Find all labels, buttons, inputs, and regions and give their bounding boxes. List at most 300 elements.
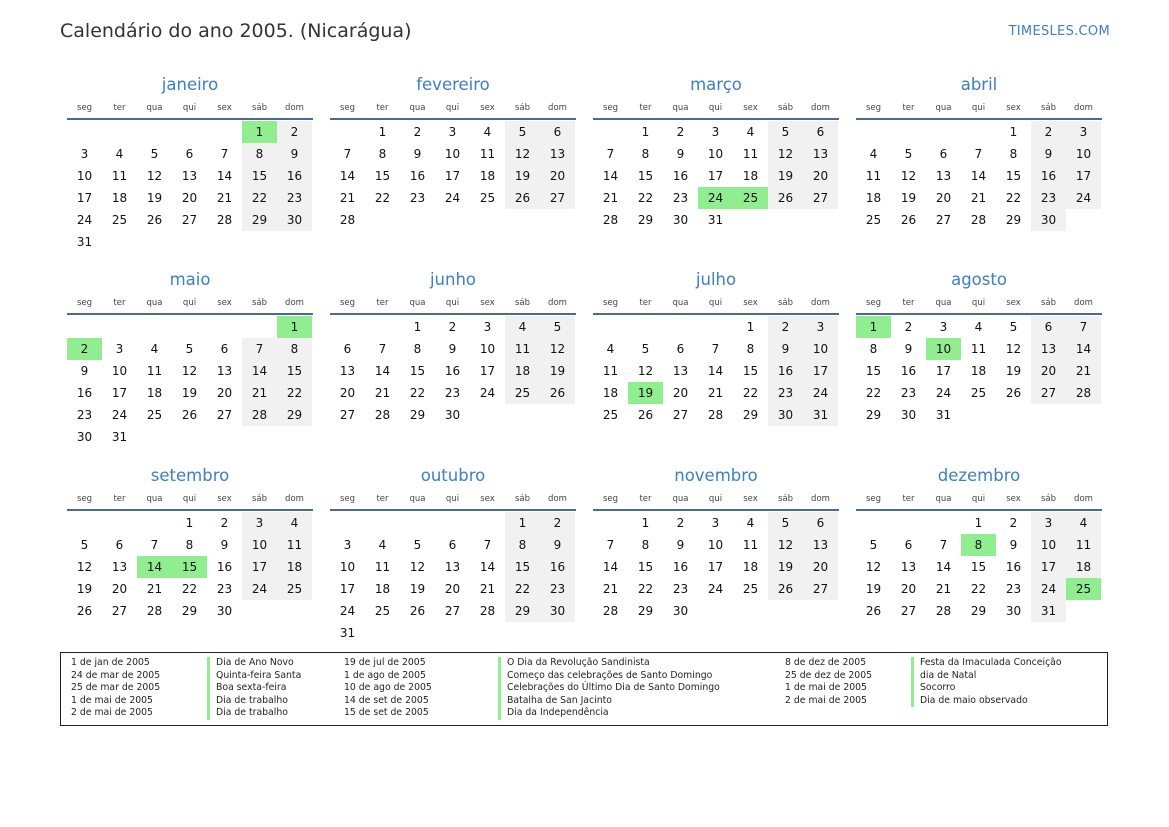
day-cell[interactable]: 19 bbox=[181, 386, 198, 400]
day-cell[interactable]: 26 bbox=[1005, 386, 1022, 400]
day-cell[interactable]: 8 bbox=[505, 534, 540, 556]
day-cell[interactable]: 1 bbox=[505, 512, 540, 534]
day-cell[interactable]: 22 bbox=[181, 582, 198, 596]
day-cell[interactable]: 26 bbox=[181, 408, 198, 422]
day-cell[interactable]: 17 bbox=[479, 364, 496, 378]
holiday-day-cell[interactable]: 8 bbox=[961, 534, 996, 556]
day-cell[interactable]: 29 bbox=[970, 604, 987, 618]
day-cell[interactable]: 2 bbox=[540, 512, 575, 534]
day-cell[interactable]: 26 bbox=[409, 604, 426, 618]
day-cell[interactable]: 28 bbox=[707, 408, 724, 422]
day-cell[interactable]: 24 bbox=[1031, 578, 1066, 600]
day-cell[interactable]: 4 bbox=[115, 147, 124, 161]
day-cell[interactable]: 10 bbox=[242, 534, 277, 556]
day-cell[interactable]: 13 bbox=[216, 364, 233, 378]
day-cell[interactable]: 19 bbox=[768, 556, 803, 578]
day-cell[interactable]: 15 bbox=[1005, 169, 1022, 183]
day-cell[interactable]: 4 bbox=[1066, 512, 1101, 534]
day-cell[interactable]: 16 bbox=[672, 560, 689, 574]
day-cell[interactable]: 9 bbox=[448, 342, 457, 356]
day-cell[interactable]: 29 bbox=[1005, 213, 1022, 227]
day-cell[interactable]: 26 bbox=[637, 408, 654, 422]
day-cell[interactable]: 11 bbox=[374, 560, 391, 574]
day-cell[interactable]: 29 bbox=[865, 408, 882, 422]
day-cell[interactable]: 8 bbox=[378, 147, 387, 161]
day-cell[interactable]: 10 bbox=[111, 364, 128, 378]
day-cell[interactable]: 24 bbox=[479, 386, 496, 400]
day-cell[interactable]: 18 bbox=[479, 169, 496, 183]
day-cell[interactable]: 11 bbox=[865, 169, 882, 183]
day-cell[interactable]: 24 bbox=[339, 604, 356, 618]
day-cell[interactable]: 19 bbox=[1005, 364, 1022, 378]
day-cell[interactable]: 28 bbox=[216, 213, 233, 227]
day-cell[interactable]: 9 bbox=[220, 538, 229, 552]
day-cell[interactable]: 6 bbox=[939, 147, 948, 161]
day-cell[interactable]: 15 bbox=[374, 169, 391, 183]
day-cell[interactable]: 30 bbox=[216, 604, 233, 618]
day-cell[interactable]: 23 bbox=[540, 578, 575, 600]
day-cell[interactable]: 21 bbox=[216, 191, 233, 205]
day-cell[interactable]: 7 bbox=[711, 342, 720, 356]
day-cell[interactable]: 16 bbox=[540, 556, 575, 578]
day-cell[interactable]: 20 bbox=[803, 556, 838, 578]
day-cell[interactable]: 16 bbox=[444, 364, 461, 378]
day-cell[interactable]: 5 bbox=[80, 538, 89, 552]
day-cell[interactable]: 12 bbox=[865, 560, 882, 574]
day-cell[interactable]: 26 bbox=[505, 187, 540, 209]
day-cell[interactable]: 4 bbox=[150, 342, 159, 356]
day-cell[interactable]: 16 bbox=[1005, 560, 1022, 574]
day-cell[interactable]: 8 bbox=[641, 538, 650, 552]
day-cell[interactable]: 8 bbox=[641, 147, 650, 161]
day-cell[interactable]: 25 bbox=[374, 604, 391, 618]
day-cell[interactable]: 23 bbox=[409, 191, 426, 205]
day-cell[interactable]: 27 bbox=[803, 578, 838, 600]
day-cell[interactable]: 13 bbox=[444, 560, 461, 574]
holiday-day-cell[interactable]: 1 bbox=[856, 316, 891, 338]
day-cell[interactable]: 5 bbox=[869, 538, 878, 552]
day-cell[interactable]: 23 bbox=[76, 408, 93, 422]
day-cell[interactable]: 29 bbox=[637, 604, 654, 618]
day-cell[interactable]: 12 bbox=[181, 364, 198, 378]
day-cell[interactable]: 10 bbox=[1031, 534, 1066, 556]
day-cell[interactable]: 8 bbox=[185, 538, 194, 552]
day-cell[interactable]: 10 bbox=[444, 147, 461, 161]
day-cell[interactable]: 17 bbox=[803, 360, 838, 382]
day-cell[interactable]: 7 bbox=[483, 538, 492, 552]
day-cell[interactable]: 12 bbox=[637, 364, 654, 378]
day-cell[interactable]: 7 bbox=[939, 538, 948, 552]
day-cell[interactable]: 25 bbox=[146, 408, 163, 422]
day-cell[interactable]: 14 bbox=[1066, 338, 1101, 360]
day-cell[interactable]: 11 bbox=[146, 364, 163, 378]
day-cell[interactable]: 14 bbox=[707, 364, 724, 378]
day-cell[interactable]: 10 bbox=[707, 147, 724, 161]
day-cell[interactable]: 10 bbox=[803, 338, 838, 360]
day-cell[interactable]: 1 bbox=[185, 516, 194, 530]
holiday-day-cell[interactable]: 2 bbox=[67, 338, 102, 360]
day-cell[interactable]: 4 bbox=[869, 147, 878, 161]
day-cell[interactable]: 15 bbox=[865, 364, 882, 378]
day-cell[interactable]: 17 bbox=[1031, 556, 1066, 578]
day-cell[interactable]: 28 bbox=[339, 213, 356, 227]
day-cell[interactable]: 15 bbox=[742, 364, 759, 378]
day-cell[interactable]: 10 bbox=[339, 560, 356, 574]
day-cell[interactable]: 22 bbox=[374, 191, 391, 205]
day-cell[interactable]: 11 bbox=[479, 147, 496, 161]
day-cell[interactable]: 20 bbox=[803, 165, 838, 187]
day-cell[interactable]: 28 bbox=[602, 604, 619, 618]
day-cell[interactable]: 29 bbox=[637, 213, 654, 227]
day-cell[interactable]: 16 bbox=[768, 360, 803, 382]
day-cell[interactable]: 1 bbox=[413, 320, 422, 334]
day-cell[interactable]: 3 bbox=[1066, 121, 1101, 143]
day-cell[interactable]: 21 bbox=[242, 382, 277, 404]
day-cell[interactable]: 24 bbox=[935, 386, 952, 400]
day-cell[interactable]: 28 bbox=[970, 213, 987, 227]
day-cell[interactable]: 13 bbox=[900, 560, 917, 574]
day-cell[interactable]: 11 bbox=[505, 338, 540, 360]
day-cell[interactable]: 14 bbox=[602, 560, 619, 574]
day-cell[interactable]: 20 bbox=[935, 191, 952, 205]
day-cell[interactable]: 18 bbox=[602, 386, 619, 400]
day-cell[interactable]: 8 bbox=[869, 342, 878, 356]
day-cell[interactable]: 15 bbox=[637, 169, 654, 183]
day-cell[interactable]: 4 bbox=[505, 316, 540, 338]
day-cell[interactable]: 13 bbox=[935, 169, 952, 183]
day-cell[interactable]: 25 bbox=[277, 578, 312, 600]
day-cell[interactable]: 26 bbox=[76, 604, 93, 618]
day-cell[interactable]: 5 bbox=[505, 121, 540, 143]
day-cell[interactable]: 27 bbox=[181, 213, 198, 227]
day-cell[interactable]: 6 bbox=[1031, 316, 1066, 338]
day-cell[interactable]: 26 bbox=[768, 187, 803, 209]
day-cell[interactable]: 7 bbox=[220, 147, 229, 161]
day-cell[interactable]: 7 bbox=[378, 342, 387, 356]
day-cell[interactable]: 30 bbox=[1005, 604, 1022, 618]
holiday-day-cell[interactable]: 25 bbox=[733, 187, 768, 209]
day-cell[interactable]: 30 bbox=[672, 604, 689, 618]
day-cell[interactable]: 9 bbox=[413, 147, 422, 161]
day-cell[interactable]: 23 bbox=[216, 582, 233, 596]
day-cell[interactable]: 25 bbox=[742, 582, 759, 596]
day-cell[interactable]: 23 bbox=[1005, 582, 1022, 596]
day-cell[interactable]: 25 bbox=[479, 191, 496, 205]
day-cell[interactable]: 7 bbox=[343, 147, 352, 161]
day-cell[interactable]: 25 bbox=[505, 382, 540, 404]
day-cell[interactable]: 8 bbox=[277, 338, 312, 360]
day-cell[interactable]: 5 bbox=[185, 342, 194, 356]
day-cell[interactable]: 29 bbox=[277, 404, 312, 426]
day-cell[interactable]: 11 bbox=[1066, 534, 1101, 556]
day-cell[interactable]: 21 bbox=[146, 582, 163, 596]
day-cell[interactable]: 12 bbox=[409, 560, 426, 574]
day-cell[interactable]: 16 bbox=[1031, 165, 1066, 187]
holiday-day-cell[interactable]: 24 bbox=[698, 187, 733, 209]
day-cell[interactable]: 23 bbox=[768, 382, 803, 404]
day-cell[interactable]: 18 bbox=[505, 360, 540, 382]
day-cell[interactable]: 4 bbox=[746, 125, 755, 139]
day-cell[interactable]: 27 bbox=[1031, 382, 1066, 404]
day-cell[interactable]: 22 bbox=[277, 382, 312, 404]
day-cell[interactable]: 18 bbox=[277, 556, 312, 578]
day-cell[interactable]: 27 bbox=[111, 604, 128, 618]
day-cell[interactable]: 26 bbox=[768, 578, 803, 600]
day-cell[interactable]: 9 bbox=[768, 338, 803, 360]
day-cell[interactable]: 2 bbox=[1031, 121, 1066, 143]
day-cell[interactable]: 26 bbox=[540, 382, 575, 404]
day-cell[interactable]: 6 bbox=[904, 538, 913, 552]
day-cell[interactable]: 30 bbox=[277, 209, 312, 231]
day-cell[interactable]: 27 bbox=[803, 187, 838, 209]
day-cell[interactable]: 4 bbox=[483, 125, 492, 139]
day-cell[interactable]: 21 bbox=[970, 191, 987, 205]
day-cell[interactable]: 1 bbox=[746, 320, 755, 334]
holiday-day-cell[interactable]: 10 bbox=[926, 338, 961, 360]
day-cell[interactable]: 2 bbox=[448, 320, 457, 334]
day-cell[interactable]: 10 bbox=[479, 342, 496, 356]
day-cell[interactable]: 15 bbox=[277, 360, 312, 382]
day-cell[interactable]: 27 bbox=[540, 187, 575, 209]
day-cell[interactable]: 7 bbox=[242, 338, 277, 360]
day-cell[interactable]: 1 bbox=[974, 516, 983, 530]
day-cell[interactable]: 30 bbox=[900, 408, 917, 422]
day-cell[interactable]: 10 bbox=[76, 169, 93, 183]
holiday-day-cell[interactable]: 14 bbox=[137, 556, 172, 578]
day-cell[interactable]: 13 bbox=[672, 364, 689, 378]
day-cell[interactable]: 2 bbox=[220, 516, 229, 530]
day-cell[interactable]: 2 bbox=[676, 516, 685, 530]
day-cell[interactable]: 16 bbox=[216, 560, 233, 574]
day-cell[interactable]: 8 bbox=[746, 342, 755, 356]
day-cell[interactable]: 11 bbox=[277, 534, 312, 556]
day-cell[interactable]: 5 bbox=[540, 316, 575, 338]
day-cell[interactable]: 18 bbox=[111, 191, 128, 205]
day-cell[interactable]: 3 bbox=[115, 342, 124, 356]
day-cell[interactable]: 17 bbox=[935, 364, 952, 378]
day-cell[interactable]: 19 bbox=[865, 582, 882, 596]
day-cell[interactable]: 6 bbox=[448, 538, 457, 552]
day-cell[interactable]: 6 bbox=[185, 147, 194, 161]
day-cell[interactable]: 9 bbox=[904, 342, 913, 356]
day-cell[interactable]: 28 bbox=[146, 604, 163, 618]
day-cell[interactable]: 31 bbox=[76, 235, 93, 249]
day-cell[interactable]: 20 bbox=[339, 386, 356, 400]
day-cell[interactable]: 13 bbox=[803, 143, 838, 165]
day-cell[interactable]: 24 bbox=[76, 213, 93, 227]
day-cell[interactable]: 7 bbox=[1066, 316, 1101, 338]
day-cell[interactable]: 9 bbox=[1009, 538, 1018, 552]
day-cell[interactable]: 12 bbox=[768, 534, 803, 556]
day-cell[interactable]: 17 bbox=[242, 556, 277, 578]
day-cell[interactable]: 9 bbox=[540, 534, 575, 556]
day-cell[interactable]: 22 bbox=[637, 191, 654, 205]
day-cell[interactable]: 14 bbox=[935, 560, 952, 574]
day-cell[interactable]: 17 bbox=[339, 582, 356, 596]
day-cell[interactable]: 6 bbox=[343, 342, 352, 356]
day-cell[interactable]: 29 bbox=[409, 408, 426, 422]
day-cell[interactable]: 16 bbox=[409, 169, 426, 183]
day-cell[interactable]: 31 bbox=[707, 213, 724, 227]
day-cell[interactable]: 3 bbox=[242, 512, 277, 534]
day-cell[interactable]: 22 bbox=[1005, 191, 1022, 205]
holiday-day-cell[interactable]: 1 bbox=[242, 121, 277, 143]
day-cell[interactable]: 28 bbox=[479, 604, 496, 618]
day-cell[interactable]: 29 bbox=[505, 600, 540, 622]
day-cell[interactable]: 17 bbox=[707, 560, 724, 574]
day-cell[interactable]: 22 bbox=[242, 187, 277, 209]
day-cell[interactable]: 19 bbox=[540, 360, 575, 382]
day-cell[interactable]: 3 bbox=[343, 538, 352, 552]
day-cell[interactable]: 19 bbox=[505, 165, 540, 187]
day-cell[interactable]: 7 bbox=[606, 538, 615, 552]
day-cell[interactable]: 2 bbox=[277, 121, 312, 143]
day-cell[interactable]: 24 bbox=[111, 408, 128, 422]
day-cell[interactable]: 31 bbox=[1031, 600, 1066, 622]
day-cell[interactable]: 15 bbox=[242, 165, 277, 187]
day-cell[interactable]: 3 bbox=[483, 320, 492, 334]
day-cell[interactable]: 2 bbox=[676, 125, 685, 139]
day-cell[interactable]: 21 bbox=[602, 582, 619, 596]
day-cell[interactable]: 11 bbox=[970, 342, 987, 356]
day-cell[interactable]: 22 bbox=[742, 386, 759, 400]
day-cell[interactable]: 21 bbox=[374, 386, 391, 400]
day-cell[interactable]: 5 bbox=[904, 147, 913, 161]
day-cell[interactable]: 23 bbox=[672, 582, 689, 596]
day-cell[interactable]: 3 bbox=[803, 316, 838, 338]
day-cell[interactable]: 26 bbox=[865, 604, 882, 618]
day-cell[interactable]: 24 bbox=[242, 578, 277, 600]
day-cell[interactable]: 28 bbox=[374, 408, 391, 422]
day-cell[interactable]: 1 bbox=[641, 516, 650, 530]
day-cell[interactable]: 14 bbox=[339, 169, 356, 183]
day-cell[interactable]: 25 bbox=[602, 408, 619, 422]
day-cell[interactable]: 11 bbox=[602, 364, 619, 378]
day-cell[interactable]: 4 bbox=[974, 320, 983, 334]
day-cell[interactable]: 4 bbox=[277, 512, 312, 534]
day-cell[interactable]: 14 bbox=[374, 364, 391, 378]
day-cell[interactable]: 22 bbox=[637, 582, 654, 596]
day-cell[interactable]: 7 bbox=[606, 147, 615, 161]
day-cell[interactable]: 9 bbox=[80, 364, 89, 378]
day-cell[interactable]: 26 bbox=[900, 213, 917, 227]
day-cell[interactable]: 30 bbox=[540, 600, 575, 622]
day-cell[interactable]: 4 bbox=[746, 516, 755, 530]
day-cell[interactable]: 27 bbox=[339, 408, 356, 422]
day-cell[interactable]: 7 bbox=[150, 538, 159, 552]
holiday-day-cell[interactable]: 25 bbox=[1066, 578, 1101, 600]
day-cell[interactable]: 6 bbox=[540, 121, 575, 143]
day-cell[interactable]: 8 bbox=[242, 143, 277, 165]
day-cell[interactable]: 23 bbox=[900, 386, 917, 400]
day-cell[interactable]: 17 bbox=[444, 169, 461, 183]
day-cell[interactable]: 14 bbox=[479, 560, 496, 574]
day-cell[interactable]: 18 bbox=[742, 169, 759, 183]
day-cell[interactable]: 16 bbox=[76, 386, 93, 400]
day-cell[interactable]: 12 bbox=[540, 338, 575, 360]
day-cell[interactable]: 16 bbox=[672, 169, 689, 183]
day-cell[interactable]: 30 bbox=[1031, 209, 1066, 231]
day-cell[interactable]: 5 bbox=[150, 147, 159, 161]
day-cell[interactable]: 25 bbox=[970, 386, 987, 400]
day-cell[interactable]: 31 bbox=[339, 626, 356, 640]
day-cell[interactable]: 27 bbox=[900, 604, 917, 618]
day-cell[interactable]: 15 bbox=[970, 560, 987, 574]
day-cell[interactable]: 23 bbox=[444, 386, 461, 400]
day-cell[interactable]: 9 bbox=[676, 538, 685, 552]
day-cell[interactable]: 4 bbox=[378, 538, 387, 552]
day-cell[interactable]: 8 bbox=[413, 342, 422, 356]
day-cell[interactable]: 22 bbox=[865, 386, 882, 400]
day-cell[interactable]: 17 bbox=[1066, 165, 1101, 187]
day-cell[interactable]: 18 bbox=[146, 386, 163, 400]
day-cell[interactable]: 9 bbox=[676, 147, 685, 161]
day-cell[interactable]: 19 bbox=[146, 191, 163, 205]
day-cell[interactable]: 15 bbox=[409, 364, 426, 378]
day-cell[interactable]: 5 bbox=[768, 512, 803, 534]
day-cell[interactable]: 18 bbox=[865, 191, 882, 205]
day-cell[interactable]: 20 bbox=[444, 582, 461, 596]
day-cell[interactable]: 22 bbox=[505, 578, 540, 600]
day-cell[interactable]: 14 bbox=[970, 169, 987, 183]
day-cell[interactable]: 23 bbox=[672, 191, 689, 205]
day-cell[interactable]: 31 bbox=[111, 430, 128, 444]
day-cell[interactable]: 31 bbox=[803, 404, 838, 426]
day-cell[interactable]: 5 bbox=[768, 121, 803, 143]
day-cell[interactable]: 20 bbox=[540, 165, 575, 187]
day-cell[interactable]: 21 bbox=[1066, 360, 1101, 382]
day-cell[interactable]: 19 bbox=[768, 165, 803, 187]
day-cell[interactable]: 10 bbox=[707, 538, 724, 552]
day-cell[interactable]: 22 bbox=[409, 386, 426, 400]
day-cell[interactable]: 21 bbox=[479, 582, 496, 596]
day-cell[interactable]: 6 bbox=[220, 342, 229, 356]
day-cell[interactable]: 3 bbox=[711, 516, 720, 530]
day-cell[interactable]: 14 bbox=[602, 169, 619, 183]
day-cell[interactable]: 2 bbox=[413, 125, 422, 139]
day-cell[interactable]: 13 bbox=[803, 534, 838, 556]
day-cell[interactable]: 27 bbox=[444, 604, 461, 618]
day-cell[interactable]: 6 bbox=[676, 342, 685, 356]
day-cell[interactable]: 20 bbox=[111, 582, 128, 596]
day-cell[interactable]: 1 bbox=[641, 125, 650, 139]
holiday-day-cell[interactable]: 19 bbox=[628, 382, 663, 404]
day-cell[interactable]: 14 bbox=[216, 169, 233, 183]
day-cell[interactable]: 18 bbox=[970, 364, 987, 378]
day-cell[interactable]: 30 bbox=[76, 430, 93, 444]
day-cell[interactable]: 30 bbox=[768, 404, 803, 426]
day-cell[interactable]: 12 bbox=[1005, 342, 1022, 356]
day-cell[interactable]: 23 bbox=[277, 187, 312, 209]
day-cell[interactable]: 10 bbox=[1066, 143, 1101, 165]
day-cell[interactable]: 16 bbox=[277, 165, 312, 187]
day-cell[interactable]: 28 bbox=[935, 604, 952, 618]
day-cell[interactable]: 24 bbox=[1066, 187, 1101, 209]
day-cell[interactable]: 20 bbox=[181, 191, 198, 205]
day-cell[interactable]: 28 bbox=[242, 404, 277, 426]
day-cell[interactable]: 19 bbox=[900, 191, 917, 205]
day-cell[interactable]: 16 bbox=[900, 364, 917, 378]
day-cell[interactable]: 30 bbox=[672, 213, 689, 227]
day-cell[interactable]: 12 bbox=[505, 143, 540, 165]
day-cell[interactable]: 6 bbox=[803, 512, 838, 534]
day-cell[interactable]: 20 bbox=[672, 386, 689, 400]
day-cell[interactable]: 9 bbox=[1031, 143, 1066, 165]
day-cell[interactable]: 17 bbox=[707, 169, 724, 183]
day-cell[interactable]: 28 bbox=[602, 213, 619, 227]
day-cell[interactable]: 31 bbox=[935, 408, 952, 422]
day-cell[interactable]: 5 bbox=[413, 538, 422, 552]
